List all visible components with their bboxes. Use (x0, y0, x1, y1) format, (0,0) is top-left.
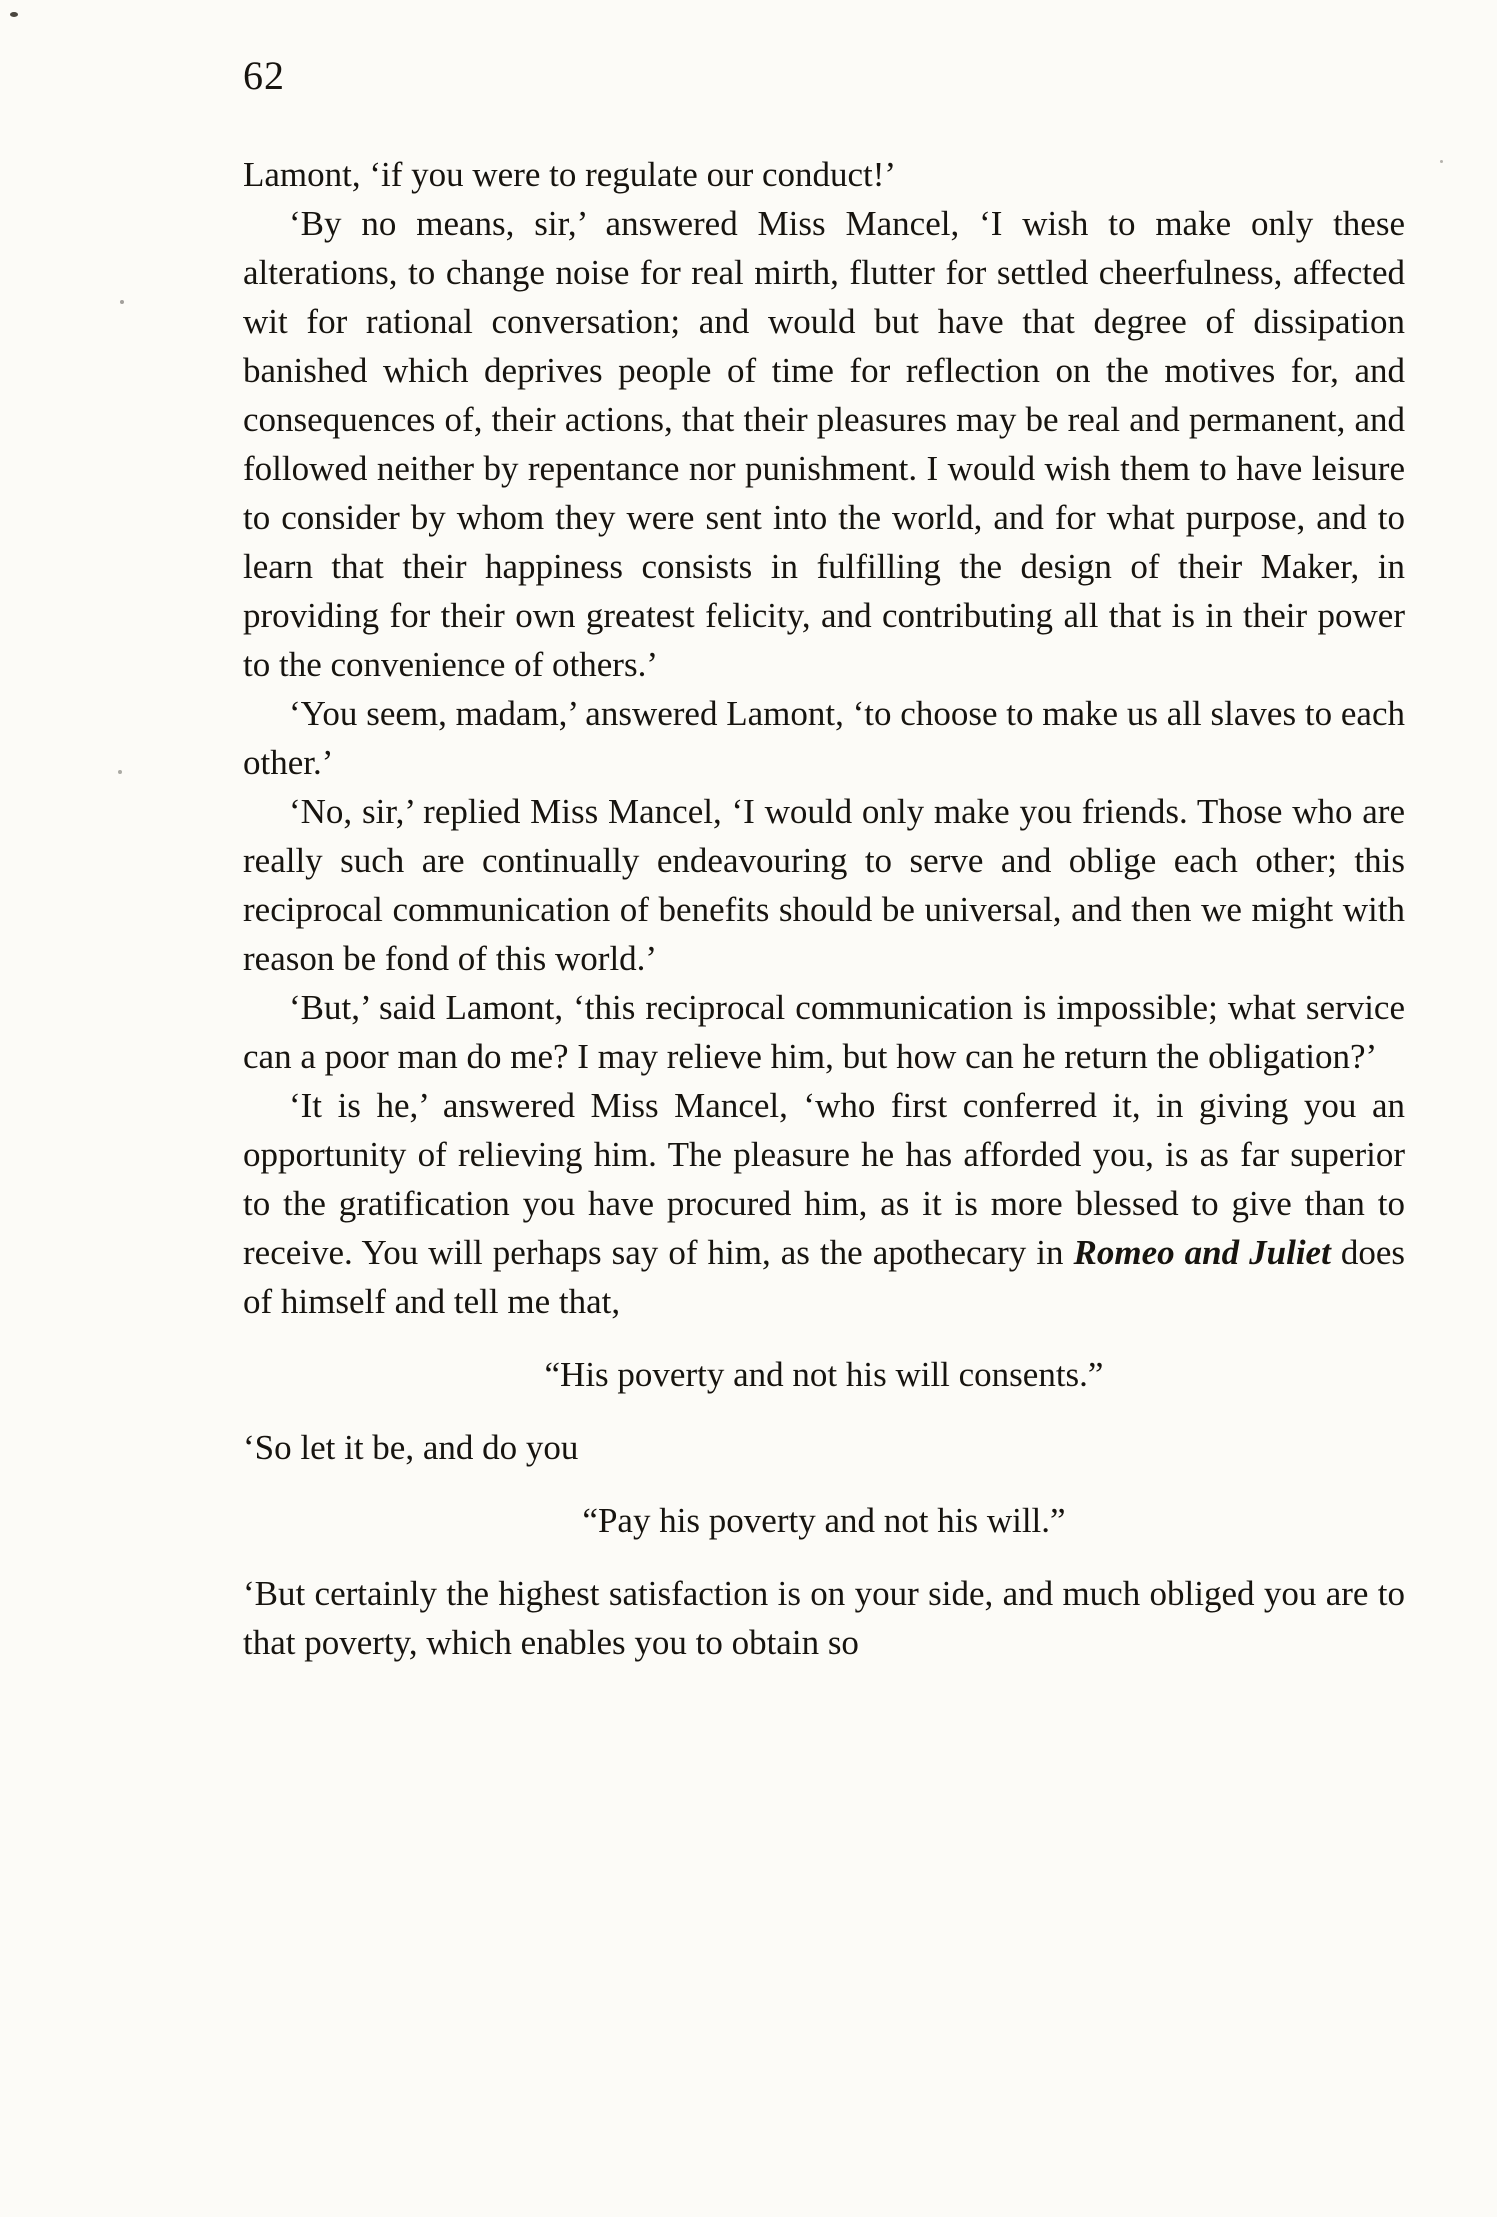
text-segment: ‘So let it be, and do you (243, 1428, 579, 1467)
text-segment: Lamont, ‘if you were to regulate our conduct!’ (243, 155, 897, 194)
scan-speck (1440, 160, 1443, 163)
text-segment: ‘You seem, madam,’ answered Lamont, ‘to choose to make us all slaves to each other.’ (243, 694, 1405, 782)
page-number: 62 (243, 53, 285, 98)
scan-speck (118, 770, 122, 774)
italic-title-segment: Romeo and Juliet (1073, 1233, 1331, 1272)
text-segment: ‘It is he,’ answered Miss Mancel, ‘who first conferred it, in giving you an opportunity of relieving him. The pleasure he has afforded you, is as far superior to the gratification you have procured him, as it is more blessed to give than to receive. You will perhaps say of him, as the apothecary in (243, 1086, 1405, 1272)
centered-quote (243, 1350, 1405, 1399)
paragraph (243, 1569, 1405, 1667)
text-segment: ‘But certainly the highest satisfaction is on your side, and much obliged you are to that poverty, which enables you to obtain so (243, 1574, 1405, 1662)
text-segment: “Pay his poverty and not his will.” (582, 1501, 1066, 1540)
paragraph (243, 1423, 1405, 1472)
text-segment: ‘No, sir,’ replied Miss Mancel, ‘I would only make you friends. Those who are really such are continually endeavouring to serve and oblige each other; this reciprocal communication of benefits should be universal, and then we might with reason be fond of this world.’ (243, 792, 1405, 978)
paragraph (243, 983, 1405, 1081)
scan-speck (120, 300, 124, 304)
paragraph (243, 787, 1405, 983)
paragraph (243, 689, 1405, 787)
text-segment: “His poverty and not his will consents.” (544, 1355, 1104, 1394)
text-segment: ‘But,’ said Lamont, ‘this reciprocal communication is impossible; what service can a poor man do me? I may relieve him, but how can he return the obligation?’ (243, 988, 1405, 1076)
text-block (243, 150, 1405, 1667)
paragraph (243, 150, 1405, 199)
paragraph (243, 199, 1405, 689)
scan-speck (10, 12, 18, 17)
centered-quote (243, 1496, 1405, 1545)
text-segment: does of himself and tell me that, (243, 1233, 1406, 1321)
text-segment: ‘By no means, sir,’ answered Miss Mancel, ‘I wish to make only these alterations, to change noise for real mirth, flutter for settled cheerfulness, affected wit for rational conversation; and would but have that degree of dissipation banished which deprives people of time for reflection on the motives for, and consequences of, their actions, that their pleasures may be real and permanent, and followed neither by repentance nor punishment. I would wish them to have leisure to consider by whom they were sent into the world, and for what purpose, and to learn that their happiness consists in fulfilling the design of their Maker, in providing for their own greatest felicity, and contributing all that is in their power to the convenience of others.’ (243, 204, 1405, 684)
paragraph (243, 1081, 1405, 1326)
